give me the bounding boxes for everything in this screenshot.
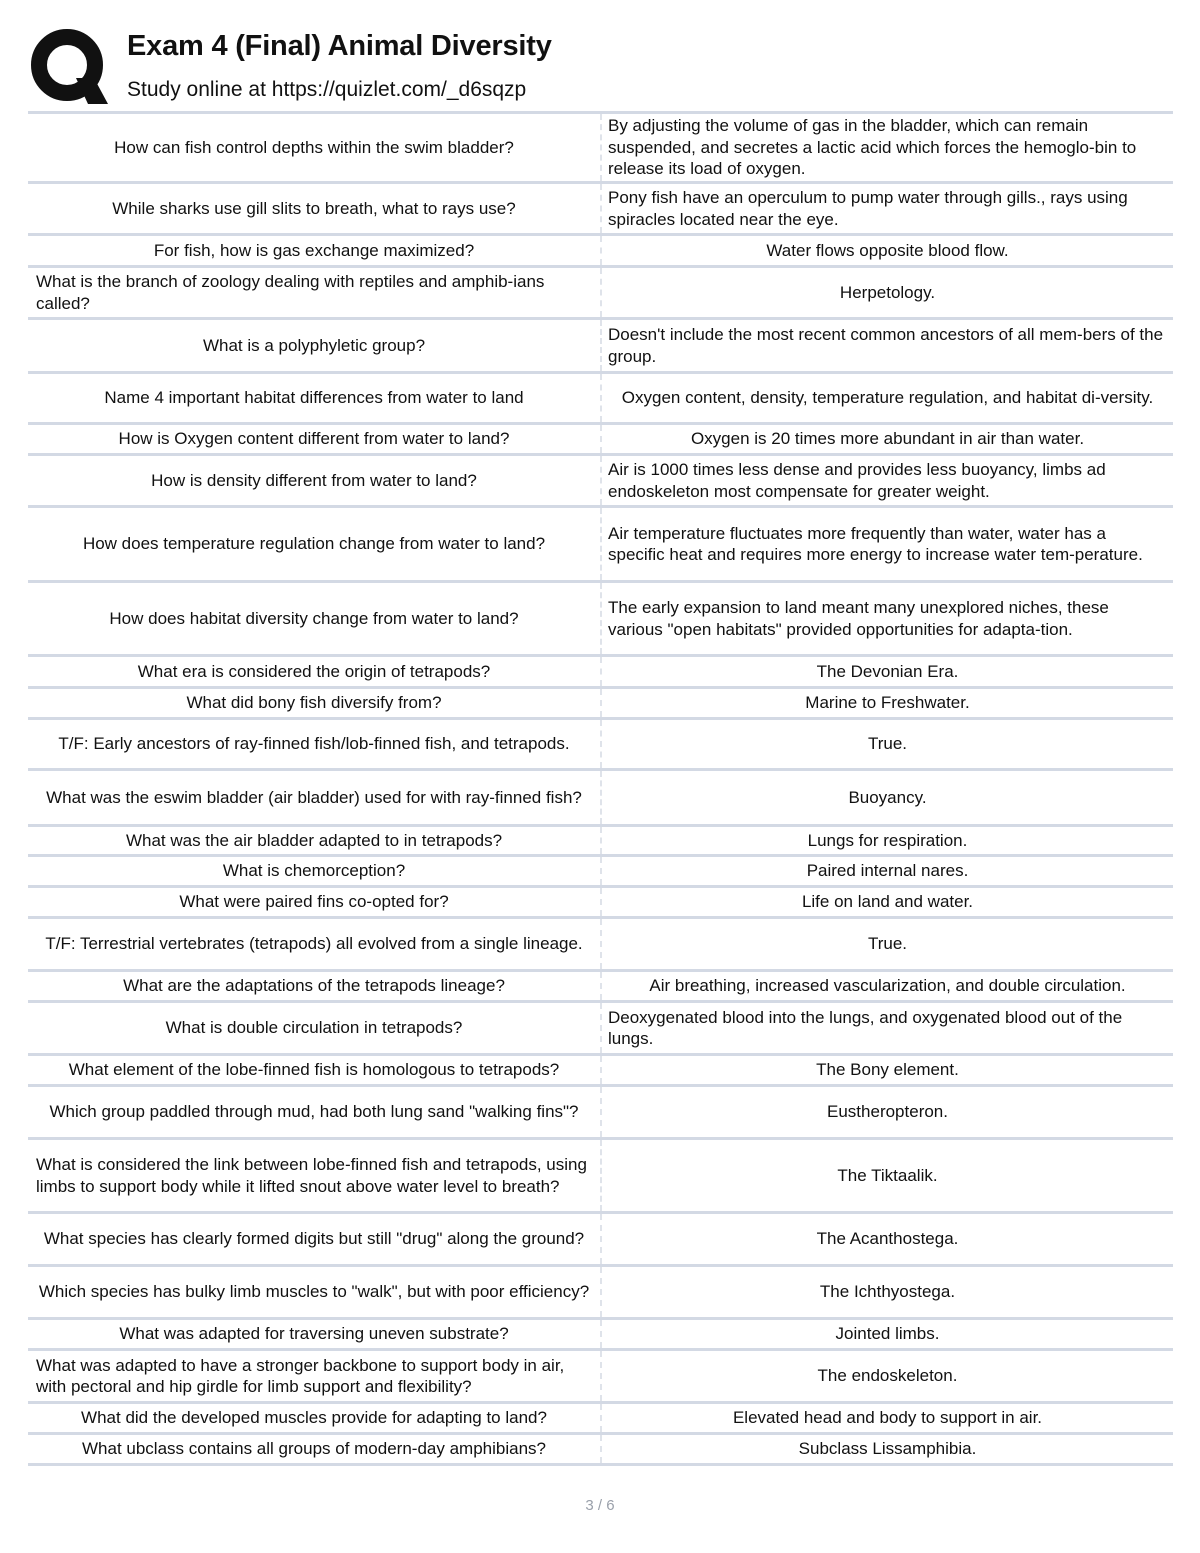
card-term: What is considered the link between lobe-finned fish and tetrapods, using limbs to support body while it lifted snout above water level to breath? bbox=[28, 1140, 602, 1211]
card-row bbox=[28, 720, 1173, 771]
quizlet-logo-icon bbox=[30, 28, 108, 106]
card-definition: Buoyancy. bbox=[848, 787, 927, 807]
card-definition: The Tiktaalik. bbox=[837, 1165, 938, 1185]
card-row bbox=[28, 184, 1173, 236]
card-row bbox=[28, 1140, 1173, 1214]
card-term: How is density different from water to land? bbox=[28, 456, 602, 505]
card-term: What were paired fins co-opted for? bbox=[28, 888, 602, 916]
card-term: How is Oxygen content different from water to land? bbox=[28, 425, 602, 453]
card-definition: The early expansion to land meant many unexplored niches, these various "open habitats" provided opportunities for adapta-tion. bbox=[608, 598, 1109, 639]
card-row bbox=[28, 114, 1173, 184]
card-term: How does temperature regulation change from water to land? bbox=[28, 508, 602, 580]
card-term: Which group paddled through mud, had both lung sand "walking fins"? bbox=[28, 1087, 602, 1137]
card-row bbox=[28, 972, 1173, 1003]
card-definition: True. bbox=[867, 734, 908, 754]
card-term: What was adapted to have a stronger backbone to support body in air, with pectoral and hip girdle for limb support and flexibility? bbox=[28, 1351, 602, 1401]
card-row bbox=[28, 888, 1173, 919]
card-term: What is the branch of zoology dealing with reptiles and amphib-ians called? bbox=[28, 268, 602, 317]
card-definition: Air is 1000 times less dense and provides less buoyancy, limbs ad endoskeleton most compensate for greater weight. bbox=[608, 460, 1106, 501]
card-row bbox=[28, 1351, 1173, 1404]
card-row bbox=[28, 1214, 1173, 1267]
card-row bbox=[28, 919, 1173, 972]
card-term: What did bony fish diversify from? bbox=[28, 689, 602, 717]
card-definition: The Devonian Era. bbox=[816, 661, 959, 681]
card-definition: The Acanthostega. bbox=[816, 1229, 959, 1249]
card-row bbox=[28, 583, 1173, 657]
card-term: What was the eswim bladder (air bladder) used for with ray-finned fish? bbox=[28, 771, 602, 824]
card-row bbox=[28, 689, 1173, 720]
flashcard-table bbox=[28, 114, 1173, 1466]
card-term: What era is considered the origin of tetrapods? bbox=[28, 657, 602, 686]
card-row bbox=[28, 771, 1173, 827]
card-term: What is chemorception? bbox=[28, 857, 602, 885]
card-term: What are the adaptations of the tetrapods lineage? bbox=[28, 972, 602, 1000]
card-term: T/F: Early ancestors of ray-finned fish/lob-finned fish, and tetrapods. bbox=[28, 720, 602, 768]
card-term: What is a polyphyletic group? bbox=[28, 320, 602, 371]
study-online-link[interactable]: Study online at https://quizlet.com/_d6sqzp bbox=[127, 78, 527, 101]
card-definition: Oxygen content, density, temperature regulation, and habitat di-versity. bbox=[621, 388, 1154, 408]
card-definition: Eustheropteron. bbox=[827, 1102, 948, 1122]
card-row bbox=[28, 1056, 1173, 1087]
card-definition: Lungs for respiration. bbox=[807, 830, 968, 850]
card-term: What species has clearly formed digits but still "drug" along the ground? bbox=[28, 1214, 602, 1264]
card-definition: Oxygen is 20 times more abundant in air than water. bbox=[690, 429, 1085, 449]
card-row bbox=[28, 1320, 1173, 1351]
card-term: T/F: Terrestrial vertebrates (tetrapods) all evolved from a single lineage. bbox=[28, 919, 602, 969]
card-term: What was adapted for traversing uneven substrate? bbox=[28, 1320, 602, 1348]
page-title: Exam 4 (Final) Animal Diversity bbox=[127, 30, 552, 62]
card-definition: The endoskeleton. bbox=[817, 1366, 958, 1386]
card-row bbox=[28, 857, 1173, 888]
card-term: While sharks use gill slits to breath, what to rays use? bbox=[28, 184, 602, 233]
card-term: How can fish control depths within the swim bladder? bbox=[28, 114, 602, 181]
card-term: What element of the lobe-finned fish is homologous to tetrapods? bbox=[28, 1056, 602, 1084]
card-definition: Air breathing, increased vascularization, and double circulation. bbox=[649, 976, 1126, 996]
card-definition: Herpetology. bbox=[839, 282, 936, 302]
card-definition: By adjusting the volume of gas in the bladder, which can remain suspended, and secretes a lactic acid which forces the hemoglo-bin to release its load of oxygen. bbox=[608, 116, 1137, 179]
card-definition: Doesn't include the most recent common ancestors of all mem-bers of the group. bbox=[608, 325, 1164, 366]
card-row bbox=[28, 1087, 1173, 1140]
card-definition: Subclass Lissamphibia. bbox=[798, 1439, 977, 1459]
card-definition: Air temperature fluctuates more frequently than water, water has a specific heat and requires more energy to increase water tem-perature. bbox=[608, 523, 1143, 564]
card-definition: Paired internal nares. bbox=[806, 861, 969, 881]
card-definition: True. bbox=[867, 934, 908, 954]
card-row bbox=[28, 456, 1173, 508]
card-row bbox=[28, 268, 1173, 320]
card-row bbox=[28, 320, 1173, 374]
card-term: Name 4 important habitat differences from water to land bbox=[28, 374, 602, 422]
card-row bbox=[28, 508, 1173, 583]
card-definition: Marine to Freshwater. bbox=[805, 693, 970, 713]
card-row bbox=[28, 1267, 1173, 1320]
card-row bbox=[28, 827, 1173, 857]
card-term: What ubclass contains all groups of modern-day amphibians? bbox=[28, 1435, 602, 1463]
card-definition: The Ichthyostega. bbox=[819, 1282, 956, 1302]
card-definition: Life on land and water. bbox=[801, 892, 974, 912]
card-row bbox=[28, 236, 1173, 268]
card-definition: The Bony element. bbox=[816, 1060, 959, 1080]
card-definition: Deoxygenated blood into the lungs, and oxygenated blood out of the lungs. bbox=[608, 1007, 1123, 1048]
card-definition: Jointed limbs. bbox=[835, 1324, 940, 1344]
card-term: What was the air bladder adapted to in tetrapods? bbox=[28, 827, 602, 854]
card-definition: Water flows opposite blood flow. bbox=[766, 240, 1009, 260]
card-term: For fish, how is gas exchange maximized? bbox=[28, 236, 602, 265]
card-row bbox=[28, 657, 1173, 689]
card-row bbox=[28, 374, 1173, 425]
card-term: Which species has bulky limb muscles to "walk", but with poor efficiency? bbox=[28, 1267, 602, 1317]
card-term: What did the developed muscles provide for adapting to land? bbox=[28, 1404, 602, 1432]
page-number: 3 / 6 bbox=[585, 1497, 615, 1514]
card-term: What is double circulation in tetrapods? bbox=[28, 1003, 602, 1053]
card-definition: Elevated head and body to support in air. bbox=[732, 1408, 1043, 1428]
card-row bbox=[28, 1404, 1173, 1435]
card-row bbox=[28, 1435, 1173, 1466]
card-row bbox=[28, 425, 1173, 456]
card-definition: Pony fish have an operculum to pump water through gills., rays using spiracles located near the eye. bbox=[608, 188, 1128, 229]
card-term: How does habitat diversity change from water to land? bbox=[28, 583, 602, 654]
card-row bbox=[28, 1003, 1173, 1056]
